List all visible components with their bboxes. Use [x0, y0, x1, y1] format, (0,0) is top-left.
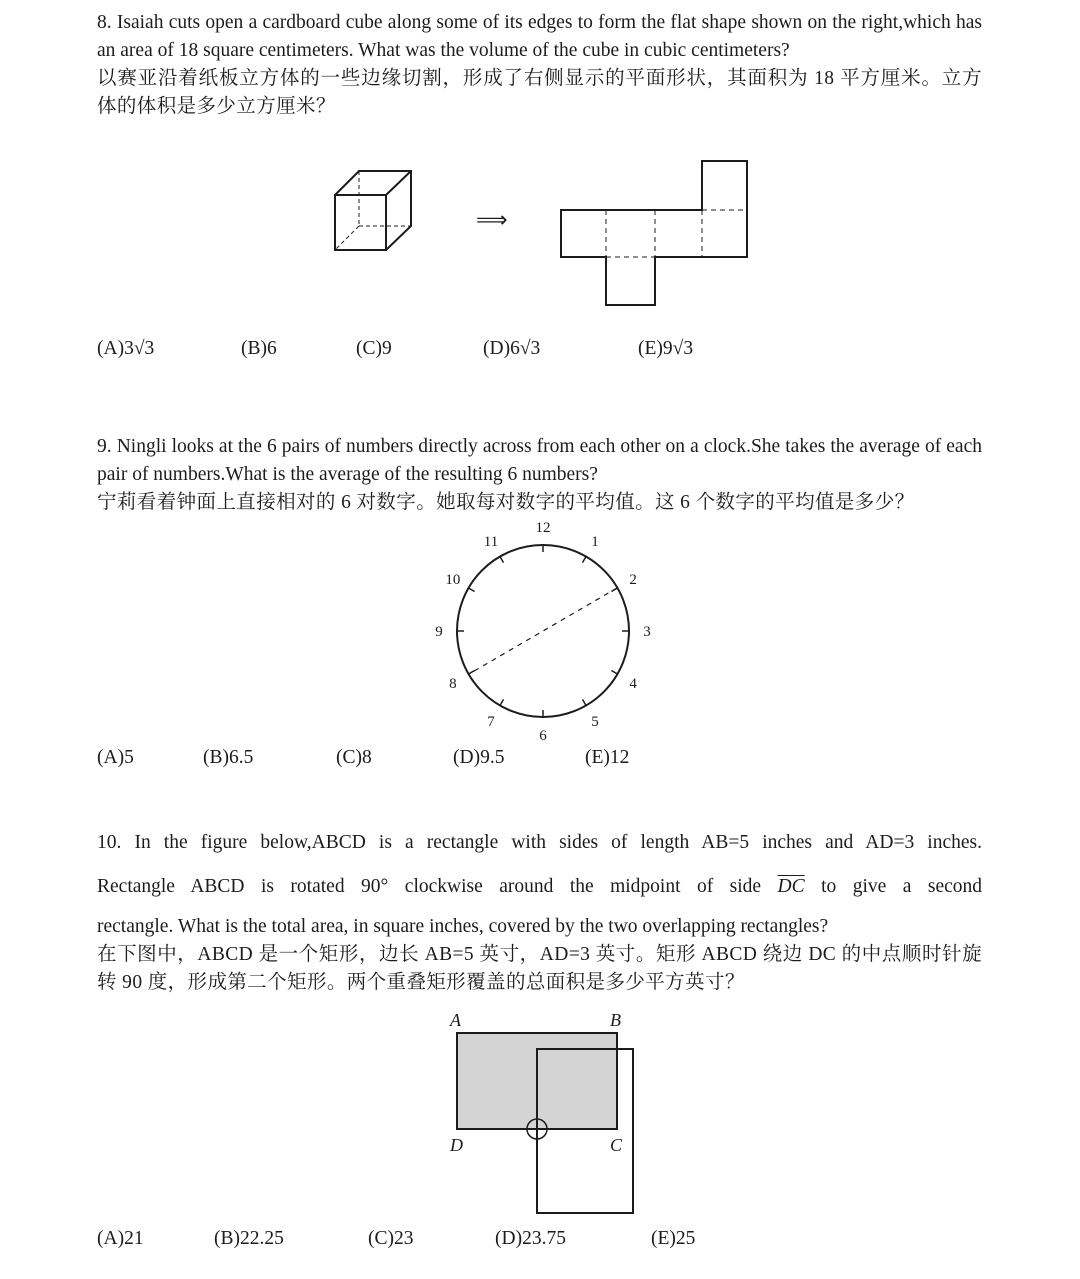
clock-number-7: 7 [487, 714, 495, 731]
question-10-english-line1: 10. In the figure below,ABCD is a rectangle with sides of length AB=5 inches and AD=3 inches. [97, 832, 982, 853]
clock-figure [430, 518, 660, 748]
clock-number-12: 12 [535, 520, 551, 536]
question-10-chinese: 在下图中，ABCD 是一个矩形，边长 AB=5 英寸，AD=3 英寸。矩形 ABCD 绕边 DC 的中点顺时针旋转 90 度，形成第二个矩形。两个重叠矩形覆盖的总面积是多少平方英寸？ [97, 944, 982, 993]
choice-d[interactable]: (D)23.75 [495, 1228, 566, 1249]
cube-net-outline [561, 161, 747, 305]
cube-net-figure [558, 158, 752, 308]
clock-tick [583, 557, 587, 563]
question-9-chinese: 宁莉看着钟面上直接相对的 6 对数字。她取每对数字的平均值。这 6 个数字的平均值是多少？ [97, 492, 915, 513]
clock-diameter-dashed [469, 588, 617, 674]
question-8-english: 8. Isaiah cuts open a cardboard cube along some of its edges to form the flat shape shown on the right,which has an area of 18 square centimeters. What was the volume of the cube in cubic centimeters? [97, 12, 982, 61]
clock-number-11: 11 [483, 533, 499, 550]
question-10-line2-pre: Rectangle ABCD is rotated 90° clockwise around the midpoint of side [97, 876, 778, 897]
transform-arrow: ⟹ [476, 208, 508, 233]
clock-face [457, 545, 629, 717]
question-9-text [97, 433, 982, 517]
clock-number-9: 9 [435, 624, 443, 640]
question-10-text [97, 829, 982, 997]
clock-number-4: 4 [629, 676, 637, 692]
vertex-a-label: A [450, 1010, 461, 1030]
choice-b[interactable]: (B)6.5 [203, 747, 254, 768]
choice-e[interactable]: (E)9√3 [638, 338, 694, 359]
choice-a[interactable]: (A)5 [97, 747, 134, 768]
choice-c[interactable]: (C)9 [356, 338, 392, 359]
vertex-b-label: B [610, 1010, 621, 1030]
choice-a[interactable]: (A)21 [97, 1228, 144, 1249]
question-10-english-line2 [97, 873, 982, 901]
choice-d[interactable]: (D)6√3 [483, 338, 541, 359]
segment-dc: $\overline{DC}$ [777, 876, 805, 897]
choice-b[interactable]: (B)22.25 [214, 1228, 284, 1249]
choice-c[interactable]: (C)23 [368, 1228, 414, 1249]
choice-d[interactable]: (D)9.5 [453, 747, 505, 768]
clock-tick [469, 588, 475, 592]
clock-number-5: 5 [591, 714, 599, 731]
clock-number-3: 3 [643, 624, 651, 640]
question-9-english: 9. Ningli looks at the 6 pairs of numbers directly across from each other on a clock.She takes the average of each pair of numbers.What is the average of the resulting 6 numbers? [97, 436, 982, 485]
choice-e[interactable]: (E)12 [585, 747, 630, 768]
clock-number-2: 2 [629, 572, 637, 588]
clock-number-8: 8 [449, 676, 457, 692]
vertex-c-label: C [610, 1135, 623, 1155]
rectangles-figure [440, 1008, 650, 1220]
clock-tick [500, 699, 504, 705]
question-10-english-line3: rectangle. What is the total area, in square inches, covered by the two overlapping rectangles? [97, 916, 829, 937]
clock-tick [500, 557, 504, 563]
question-8-chinese: 以赛亚沿着纸板立方体的一些边缘切割，形成了右侧显示的平面形状，其面积为 18 平方厘米。立方体的体积是多少立方厘米？ [97, 68, 982, 117]
choice-b[interactable]: (B)6 [241, 338, 277, 359]
clock-number-1: 1 [591, 533, 599, 550]
clock-tick [611, 671, 617, 675]
clock-number-6: 6 [539, 728, 547, 744]
choice-e[interactable]: (E)25 [651, 1228, 696, 1249]
question-8-text [97, 9, 982, 121]
question-10-line2-post: to give a second [804, 876, 983, 897]
cube-figure [330, 168, 420, 253]
clock-number-10: 10 [445, 572, 461, 588]
choice-a[interactable]: (A)3√3 [97, 338, 155, 359]
choice-c[interactable]: (C)8 [336, 747, 372, 768]
vertex-d-label: D [450, 1135, 463, 1155]
clock-tick [583, 699, 587, 705]
